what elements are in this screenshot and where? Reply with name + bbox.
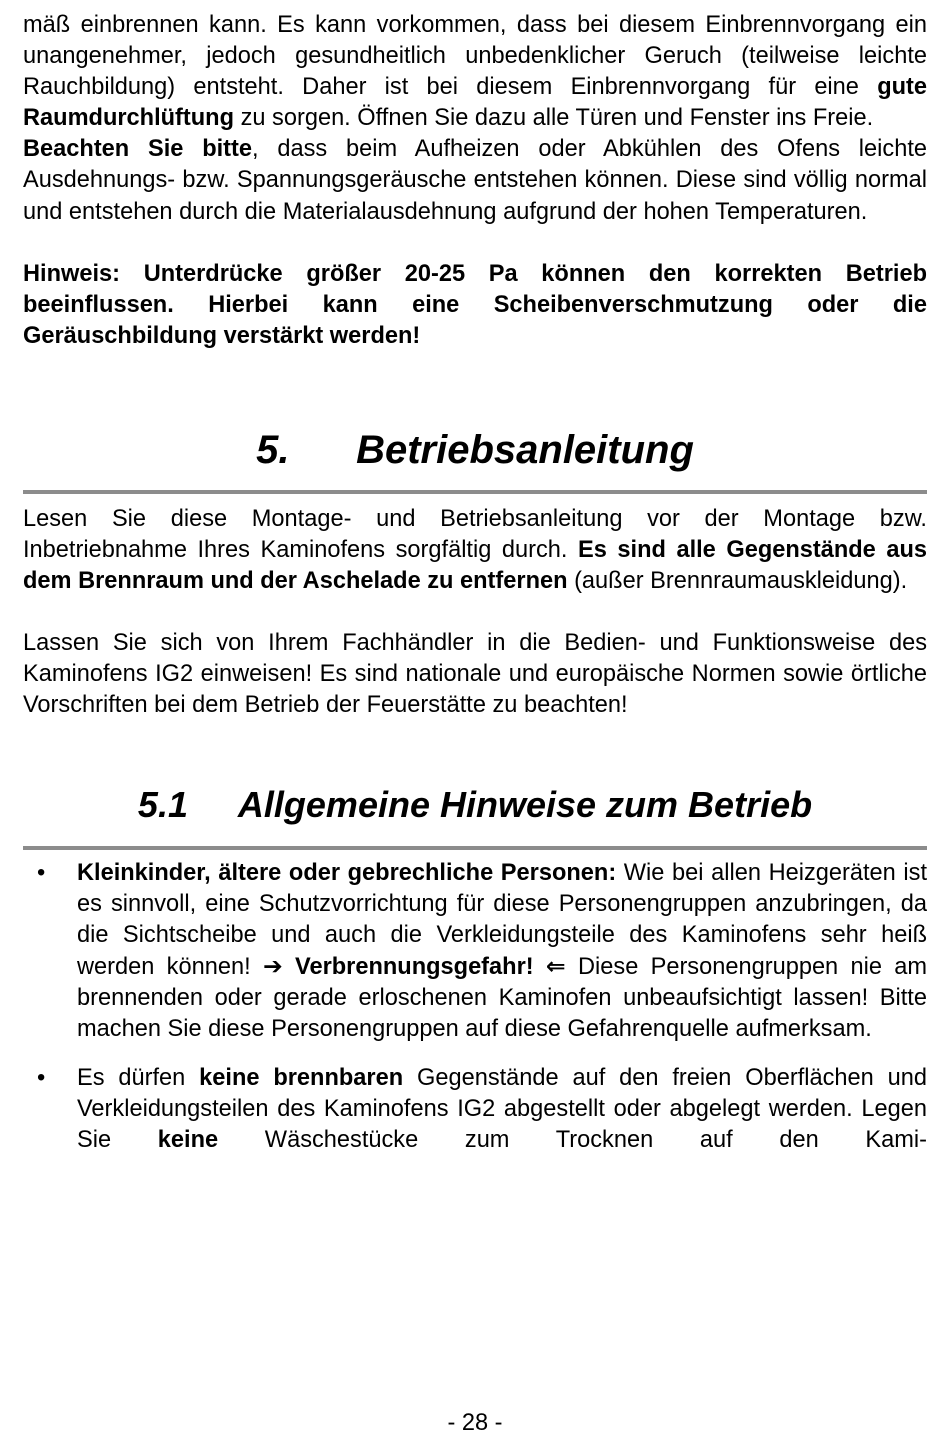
bullet-1-text: Wie bei allen Heizgeräten ist es sinnvoll, eine Schutzvorrichtung für diese Personengruppen anzubringen, da die Sichtscheibe und auch die Verkleidungsteile des Kaminofens sehr heiß werden können! [77, 859, 927, 980]
section-5-title: Betriebsanleitung [356, 427, 694, 472]
section-5-1-rule [23, 846, 927, 850]
section-5-1-heading [23, 778, 927, 832]
intro-bold-ventilation: gute Raumdurchlüftung [23, 74, 927, 132]
intro-bold-note: Beachten Sie bitte [23, 136, 253, 163]
spacer [23, 352, 927, 420]
arrow-right-icon: ➔ [262, 951, 283, 980]
bullet-icon: • [37, 1065, 46, 1092]
list-item-text [77, 1063, 927, 1156]
list-item-text [77, 858, 927, 1046]
page-number: - 28 - [447, 1410, 503, 1436]
section-5-text: Lesen Sie diese Montage- und Betriebsanleitung vor der Montage bzw. Inbetriebnahme Ihres Kaminofens sorgfältig durch. [23, 505, 927, 564]
bullet-2-bold-b: keine [157, 1127, 219, 1154]
intro-paragraph-1 [23, 10, 927, 134]
bullet-icon: • [37, 859, 46, 886]
section-5-bold: Es sind alle Gegenstände aus dem Brennraum und der Aschelade zu entfernen [23, 537, 928, 595]
section-5-1-title: Allgemeine Hinweise zum Betrieb [237, 783, 813, 825]
intro-paragraph-2 [23, 134, 927, 227]
section-5-1-number: 5.1 [137, 783, 188, 825]
bullet-2-text-b: Gegenstände auf den freien Oberflächen und Verkleidungsteilen des Kaminofens IG2 abgestellt oder abgelegt werden. Legen Sie [77, 1065, 927, 1154]
section-5-heading [23, 420, 927, 480]
spacer [23, 722, 927, 778]
section-5-number: 5. [256, 427, 290, 472]
bullet-2-text-c: Wäschestücke zum Trocknen auf den Kami- [218, 1127, 927, 1154]
intro-text-2: , dass beim Aufheizen oder Abkühlen des Ofens leichte Ausdehnungs- bzw. Spannungsgeräusche entstehen können. Diese sind völlig normal und entstehen durch die Materialausdehnung aufgrund der hohen Temperaturen. [23, 136, 927, 225]
hints-list [23, 858, 927, 1157]
spacer [23, 597, 927, 628]
section-5-rule [23, 490, 927, 494]
intro-text: mäß einbrennen kann. Es kann vorkommen, dass bei diesem Einbrennvorgang ein unangenehmer, jedoch gesundheitlich unbedenklicher Geruch (teilweise leichte Rauchbildung) entsteht. Daher ist bei diesem Einbrennvorgang für eine [23, 12, 927, 101]
list-item [23, 858, 927, 1046]
burn-warning: Verbrennungsgefahr! [295, 953, 534, 980]
section-5-paragraph-2: Lassen Sie sich von Ihrem Fachhändler in die Bedien- und Funktionsweise des Kaminofens IG2 einweisen! Es sind nationale und europäische Normen sowie örtliche Vorschriften bei dem Betrieb der Feuerstätte zu beachten! [23, 630, 927, 719]
bullet-1-bold: Kleinkinder, ältere oder gebrechliche Personen: [77, 859, 617, 886]
section-5-text-end: (außer Brennraumauskleidung). [567, 568, 908, 595]
bullet-1-text-2: Diese Personengruppen nie am brennenden oder gerade erloschenen Kaminofen unbeaufsichtigt lassen! Bitte machen Sie diese Personengruppen auf diese Gefahrenquelle aufmerksam. [77, 953, 928, 1042]
pressure-note-text: Hinweis: Unterdrücke größer 20-25 Pa können den korrekten Betrieb beeinflussen. Hierbei kann eine Scheibenverschmutzung oder die Geräuschbildung verstärkt werden! [23, 260, 927, 349]
section-5-paragraph-1 [23, 504, 927, 597]
bullet-2-text-a: Es dürfen [77, 1065, 200, 1092]
spacer [23, 228, 927, 259]
list-item [23, 1063, 927, 1156]
intro-text-end: zu sorgen. Öffnen Sie dazu alle Türen und Fenster ins Freie. [234, 105, 874, 132]
pressure-note [23, 259, 927, 352]
bullet-2-bold-a: keine brennbaren [199, 1065, 404, 1092]
arrow-left-icon: ⇐ [545, 951, 566, 980]
document-page [23, 10, 927, 1156]
